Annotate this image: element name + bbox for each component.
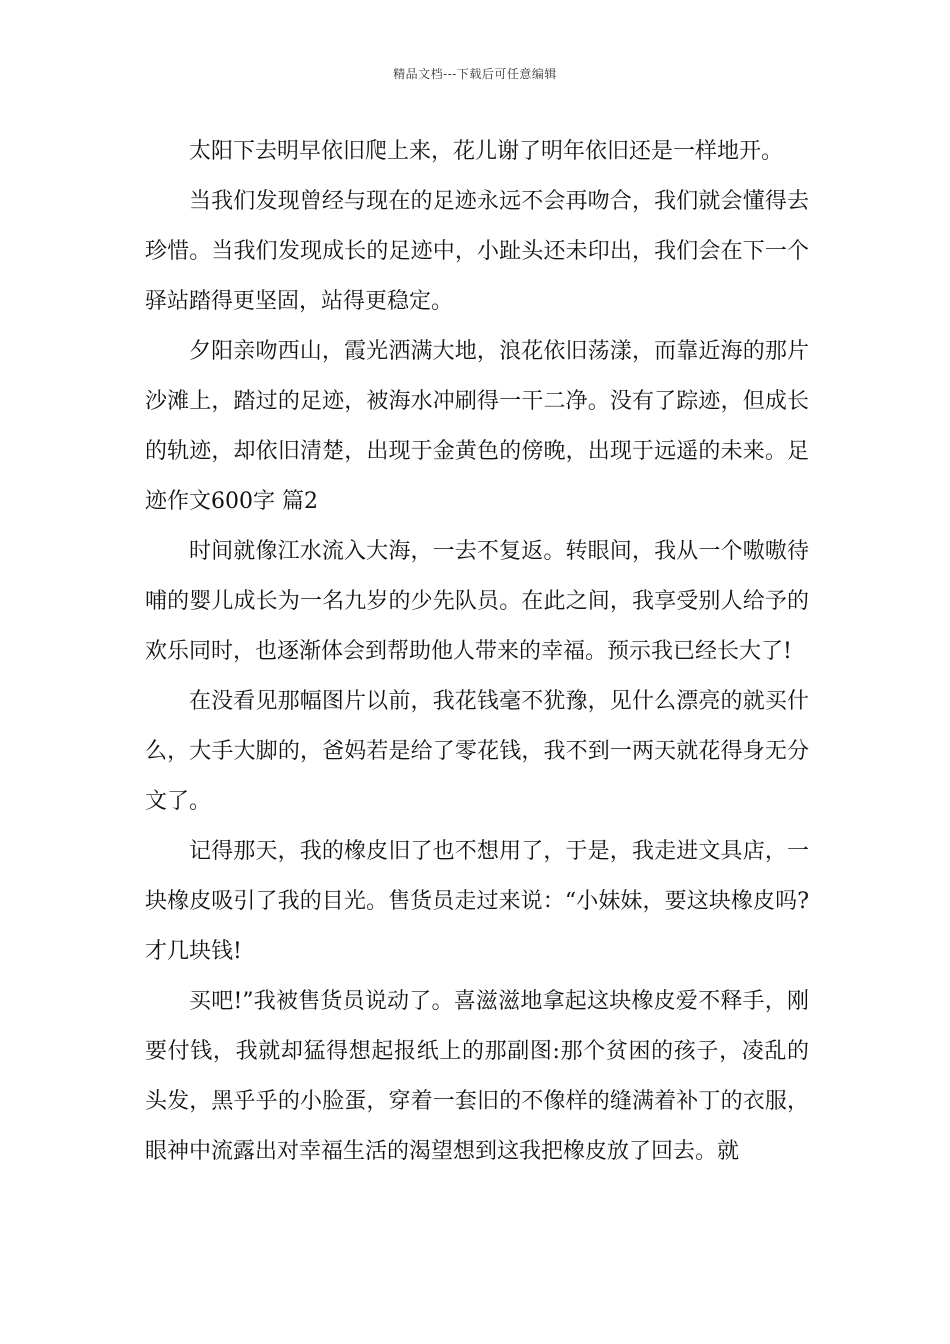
paragraph-5: 在没看见那幅图片以前，我花钱毫不犹豫，见什么漂亮的就买什么，大手大脚的，爸妈若是给了零花钱，我不到一两天就花得身无分文了。 (145, 689, 809, 814)
paragraph-1: 太阳下去明早依旧爬上来，花儿谢了明年依旧还是一样地开。 (189, 139, 784, 164)
paragraph-4: 时间就像江水流入大海，一去不复返。转眼间，我从一个嗷嗷待哺的婴儿成长为一名九岁的少先队员。在此之间，我享受别人给予的欢乐同时，也逐渐体会到帮助他人带来的幸福。预示我已经长大了! (145, 539, 809, 664)
paragraph-2: 当我们发现曾经与现在的足迹永远不会再吻合，我们就会懂得去珍惜。当我们发现成长的足迹中，小趾头还未印出，我们会在下一个驿站踏得更坚固，站得更稳定。 (145, 189, 809, 314)
paragraph-7: 买吧!”我被售货员说动了。喜滋滋地拿起这块橡皮爱不释手，刚要付钱，我就却猛得想起报纸上的那副图:那个贫困的孩子，凌乱的头发，黑乎乎的小脸蛋，穿着一套旧的不像样的缝满着补丁的衣服，眼神中流露出对幸福生活的渴望想到这我把橡皮放了回去。就 (145, 989, 809, 1164)
paragraph-3: 夕阳亲吻西山，霞光洒满大地，浪花依旧荡漾，而靠近海的那片沙滩上，踏过的足迹，被海水冲刷得一干二净。没有了踪迹，但成长的轨迹，却依旧清楚，出现于金黄色的傍晚，出现于远遥的未来。足迹作文600字 篇2 (145, 339, 809, 514)
page-header: 精品文档---下载后可任意编辑 (393, 67, 557, 81)
paragraph-6: 记得那天，我的橡皮旧了也不想用了，于是，我走进文具店，一块橡皮吸引了我的目光。售货员走过来说：“小妹妹，要这块橡皮吗?才几块钱! (145, 839, 809, 964)
document-body (145, 127, 809, 1177)
